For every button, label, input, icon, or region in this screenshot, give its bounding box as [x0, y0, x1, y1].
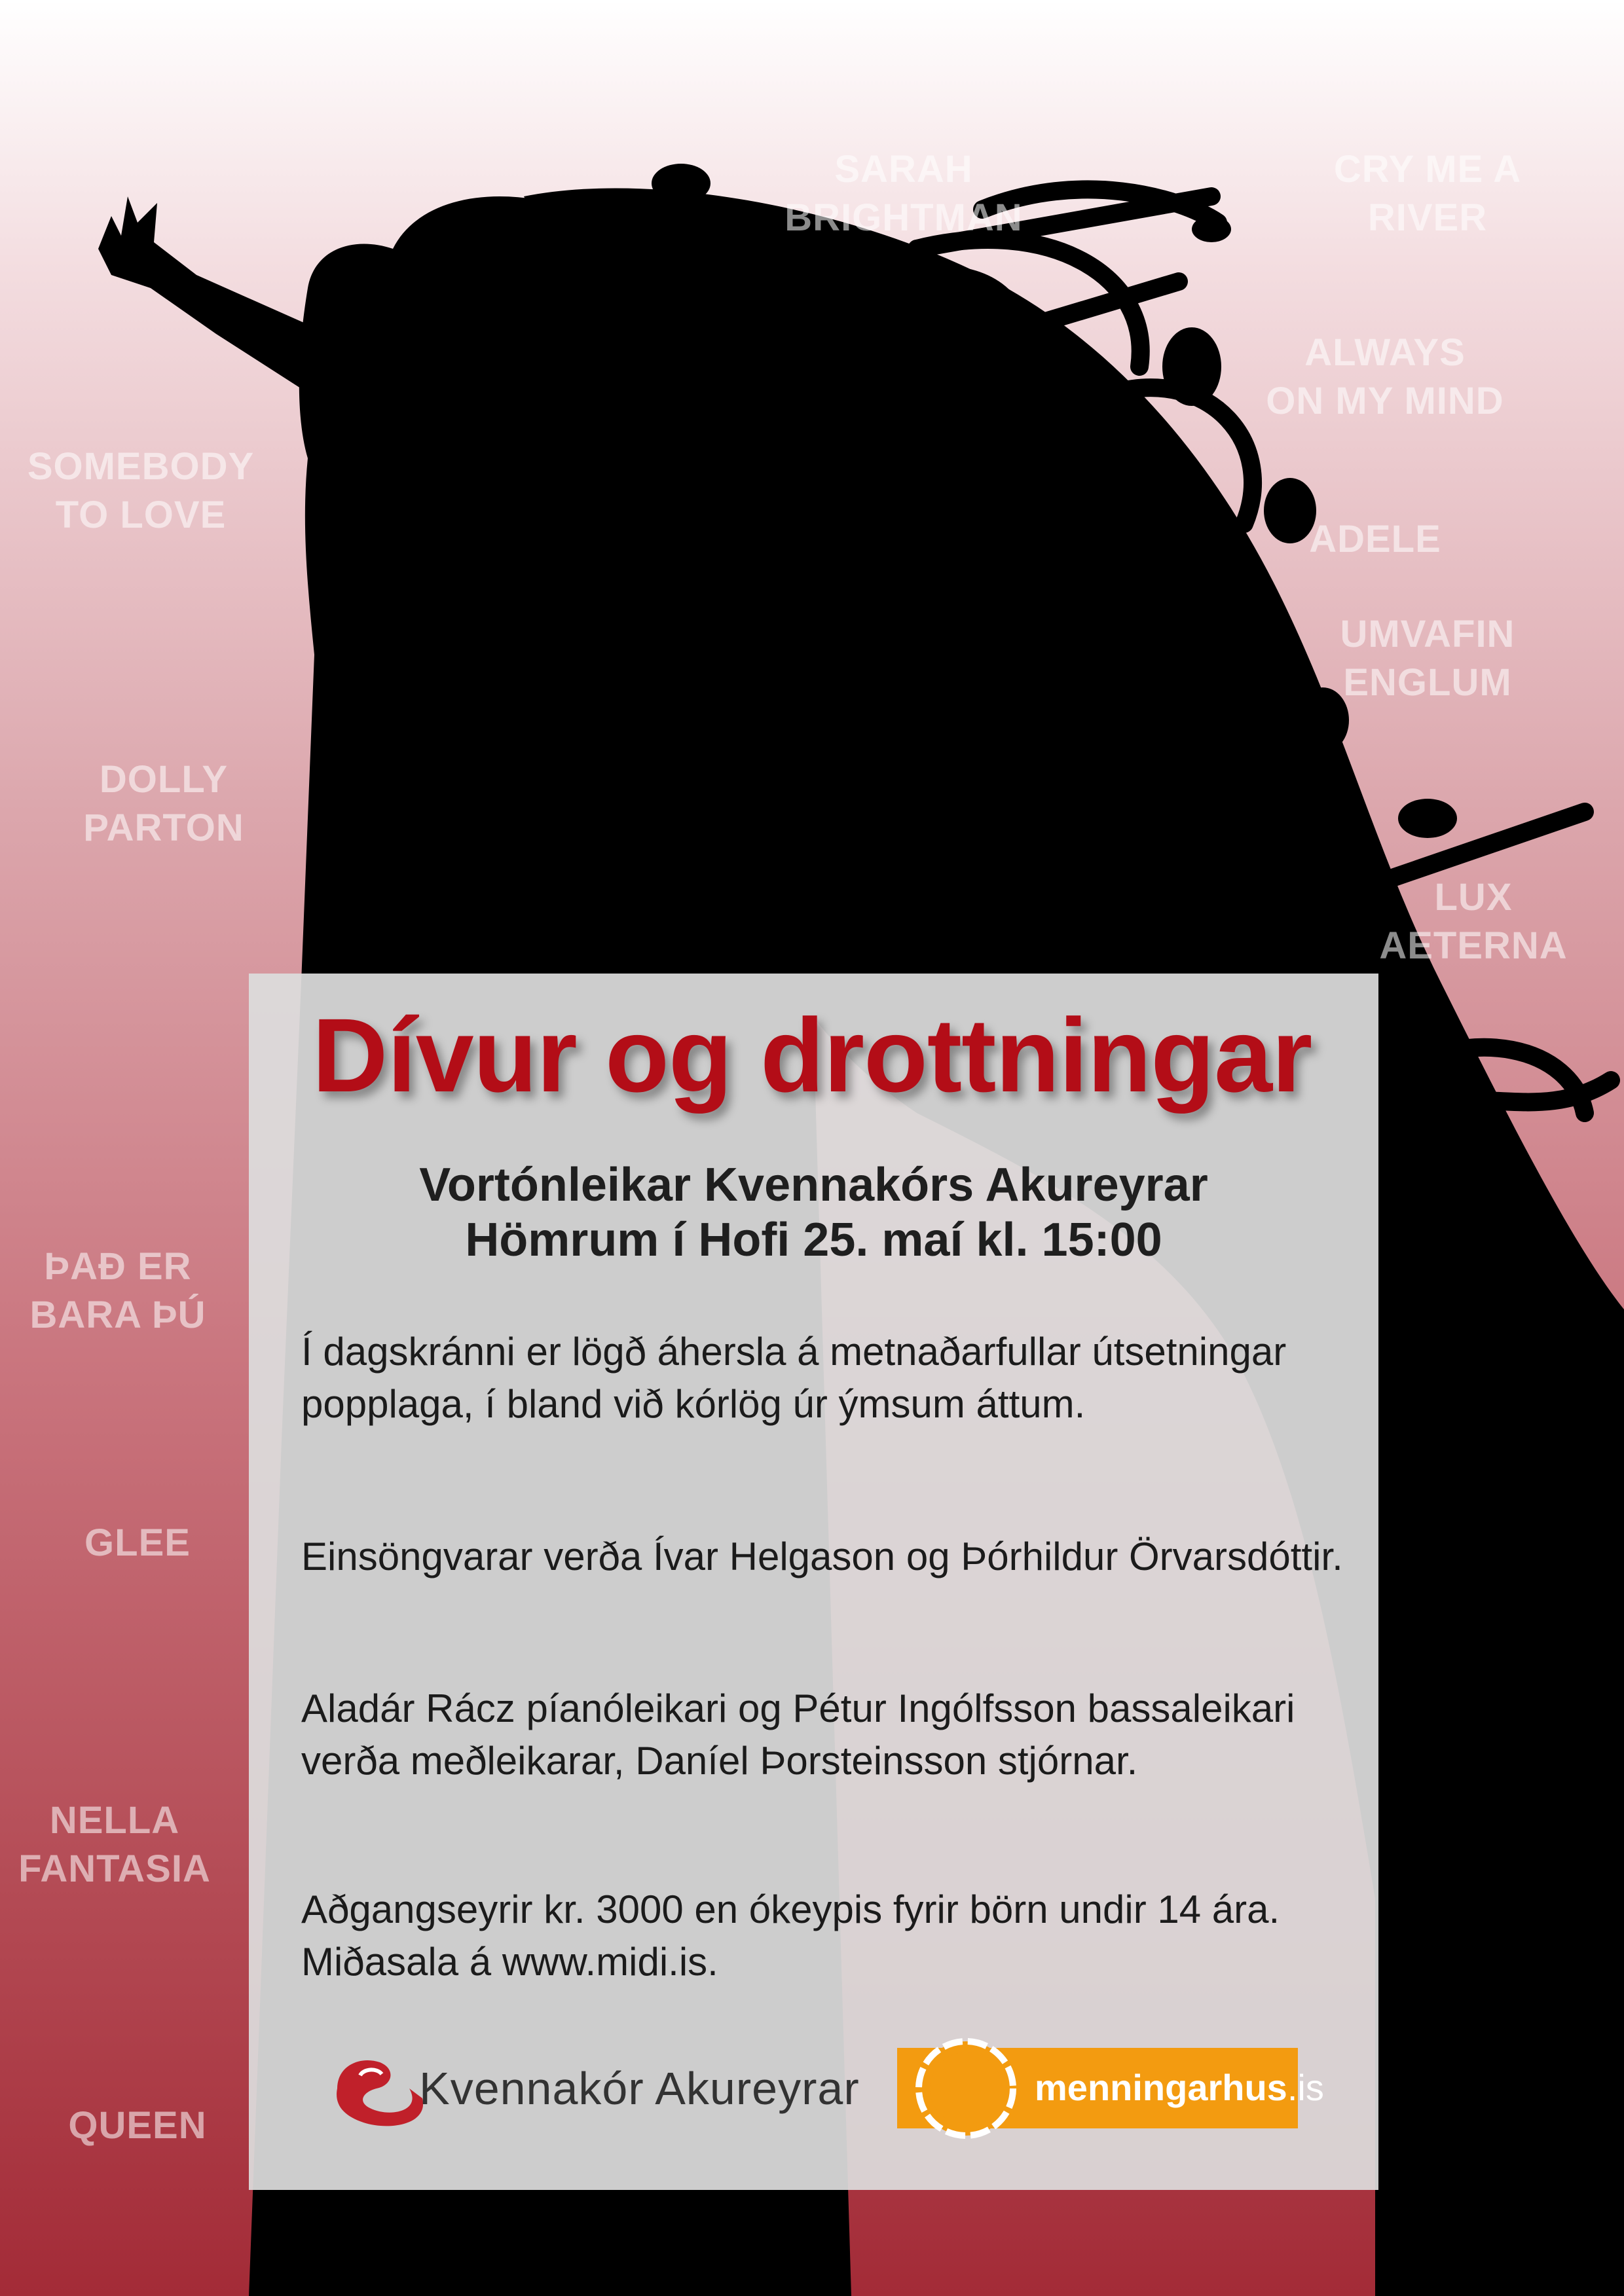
song-title: DOLLY PARTON — [83, 758, 244, 849]
song-title: ADELE — [1309, 518, 1441, 560]
venue-logo-icon — [907, 2033, 1025, 2144]
song-title: UMVAFIN ENGLUM — [1340, 613, 1515, 704]
subtitle-line: Hömrum í Hofi 25. maí kl. 15:00 — [465, 1214, 1162, 1266]
concert-subtitle — [249, 1157, 1378, 1267]
song-title: NELLA FANTASIA — [18, 1799, 211, 1890]
song-title: CRY ME A RIVER — [1333, 148, 1522, 239]
poster-title: Dívur og drottningar — [312, 996, 1312, 1114]
song-title: ÞAÐ ER BARA ÞÚ — [29, 1245, 206, 1336]
venue-logo-main: menningarhus — [1035, 2067, 1287, 2108]
venue-logo-suffix: .is — [1287, 2067, 1324, 2108]
accompanists-paragraph: Aladár Rácz píanóleikari og Pétur Ingólfsson bassaleikari verða meðleikarar, Daníel Þorsteinsson stjórnar. — [301, 1686, 1295, 1783]
song-title: SOMEBODY TO LOVE — [27, 445, 255, 536]
song-title: GLEE — [84, 1522, 191, 1564]
song-title: LUX AETERNA — [1379, 876, 1568, 967]
song-title: SARAH BRIGHTMAN — [784, 148, 1023, 239]
soloists-paragraph: Einsöngvarar verða Ívar Helgason og Þórhildur Örvarsdóttir. — [301, 1535, 1343, 1578]
venue-logo-text — [1035, 2066, 1324, 2109]
song-title: ALWAYS ON MY MIND — [1266, 331, 1504, 422]
program-paragraph: Í dagskránni er lögð áhersla á metnaðarfullar útsetningar popplaga, í bland við kórlög úr ýmsum áttum. — [301, 1330, 1287, 1426]
tickets-paragraph: Aðgangseyrir kr. 3000 en ókeypis fyrir börn undir 14 ára. Miðasala á www.midi.is. — [301, 1887, 1280, 1984]
choir-logo-text: Kvennakór Akureyrar — [419, 2063, 860, 2114]
subtitle-line: Vortónleikar Kvennakórs Akureyrar — [419, 1159, 1208, 1211]
song-title: QUEEN — [68, 2104, 207, 2147]
